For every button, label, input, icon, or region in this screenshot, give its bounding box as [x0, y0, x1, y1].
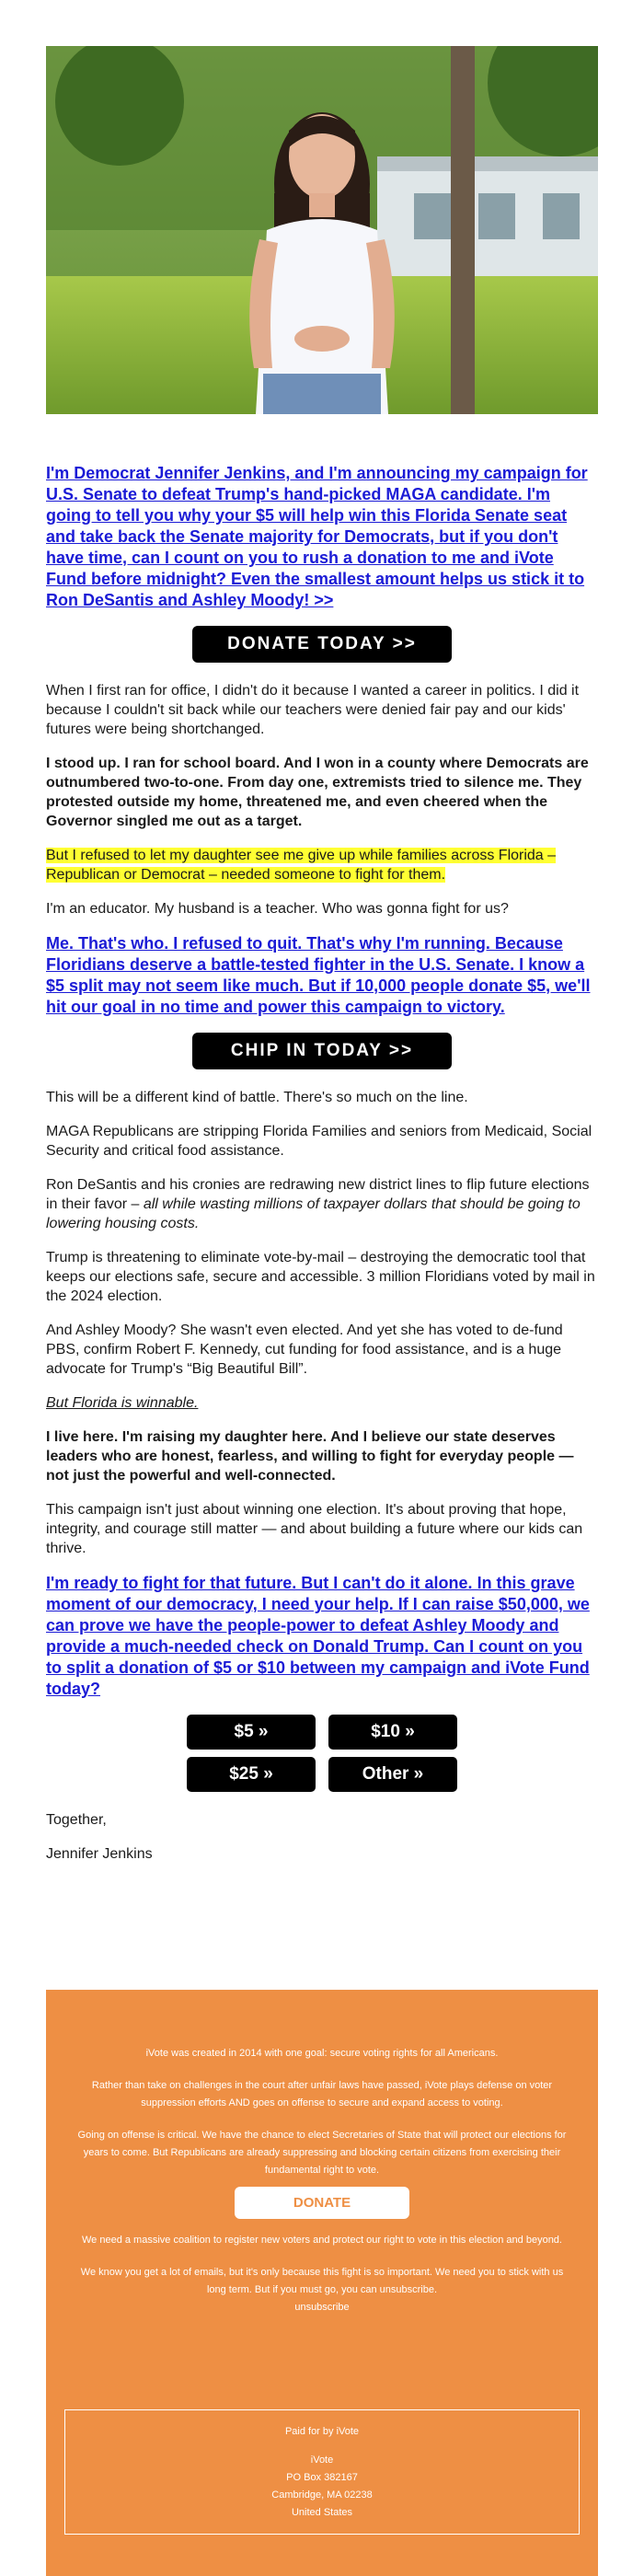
amount-5-button[interactable]: $5 » [187, 1715, 316, 1750]
donate-today-button[interactable]: DONATE TODAY >> [192, 626, 452, 663]
footer-about: iVote was created in 2014 with one goal: secure voting rights for all Americans. [145, 2048, 499, 2059]
chip-in-today-button[interactable]: CHIP IN TODAY >> [192, 1033, 452, 1069]
paragraph-8-text: Ron DeSantis and his cronies are redrawing new district lines to flip future elections in their favor – [46, 1177, 590, 1212]
amount-25-button[interactable]: $25 » [187, 1757, 316, 1792]
paid-for-text: Paid for by iVote [284, 2426, 360, 2437]
country: United States [291, 2507, 353, 2518]
hero-photo [46, 46, 598, 414]
highlighted-text: But I refused to let my daughter see me give up while families across Florida – Republican or Democrat – needed someone to fight for them. [46, 848, 557, 883]
paid-for-box [64, 2409, 580, 2535]
paragraph-1: When I first ran for office, I didn't do it because I wanted a career in politics. I did it because I couldn't sit back while our teachers were denied fair pay and our kids' futures were being shortchanged. [46, 683, 580, 737]
amount-10-button[interactable]: $10 » [328, 1715, 457, 1750]
unsubscribe-link[interactable]: unsubscribe [294, 2302, 350, 2313]
po-box: PO Box 382167 [286, 2472, 358, 2483]
fight-future-link[interactable]: I'm ready to fight for that future. But I can't do it alone. In this grave moment of our democracy, I need your help. If I can raise $50,000, we can prove we have the people-power to defeat Ashley Moody and provide a much-needed check on Donald Trump. Can I count on you to split a donation of $5 or $10 between my campaign and iVote Fund today? [46, 1574, 590, 1698]
city: Cambridge, MA 02238 [271, 2489, 373, 2501]
paragraph-8-italic: all while wasting millions of taxpayer dollars that should be going to lowering housing costs. [46, 1196, 581, 1231]
paragraph-8 [46, 1175, 598, 1233]
paragraph-12: I live here. I'm raising my daughter here. And I believe our state deserves leaders who are honest, fearless, and willing to fight for everyday people — not just the powerful and well-connected. [46, 1429, 574, 1484]
footer [46, 1990, 598, 2576]
lede-donate-link[interactable]: I'm Democrat Jennifer Jenkins, and I'm announcing my campaign for U.S. Senate to defeat Trump's hand-picked MAGA candidate. I'm going to tell you why your $5 will help win this Florida Senate seat and take back the Senate majority for Democrats, but if you don't have time, can I count on you to rush a donation to me and iVote Fund before midnight? Even the smallest amount helps us stick it to Ron DeSantis and Ashley Moody! >> [46, 464, 588, 609]
paragraph-6: This will be a different kind of battle. There's so much on the line. [46, 1090, 468, 1105]
paragraph-11 [46, 1393, 598, 1413]
paragraph-4: I'm an educator. My husband is a teacher. Who was gonna fight for us? [46, 901, 509, 917]
footer-mission: Rather than take on challenges in the court after unfair laws have passed, iVote plays defense on voter suppression efforts AND goes on offense to secure and expand access to voting. [91, 2080, 553, 2108]
footer-coalition: We need a massive coalition to register new voters and protect our right to vote in this election and beyond. [82, 2235, 562, 2246]
paragraph-13: This campaign isn't just about winning one election. It's about proving that hope, integrity, and courage still matter — and about building a future where our kids can thrive. [46, 1502, 583, 1556]
candidate-photo-image [46, 46, 598, 414]
paragraph-3 [46, 846, 598, 884]
donation-amounts [184, 1715, 460, 1792]
chip-in-row [46, 1033, 598, 1069]
paragraph-7: MAGA Republicans are stripping Florida Families and seniors from Medicaid, Social Security and critical food assistance. [46, 1124, 592, 1159]
split-donation-link[interactable]: Me. That's who. I refused to quit. That's why I'm running. Because Floridians deserve a battle-tested fighter in the U.S. Senate. I know a $5 split may not seem like much. But if 10,000 people donate $5, we'll hit our goal in no time and power this campaign to victory. [46, 934, 591, 1016]
footer-donate-button[interactable]: DONATE [235, 2187, 409, 2219]
amount-other-button[interactable]: Other » [328, 1757, 457, 1792]
footer-offense: Going on offense is critical. We have the chance to elect Secretaries of State that will protect our elections for years to come. But Republicans are already suppressing and blocking certain citizens from exercising their fundamental right to vote. [77, 2130, 567, 2176]
paragraph-10: And Ashley Moody? She wasn't even elected. And yet she has voted to de-fund PBS, confirm Robert F. Kennedy, cut funding for food assistance, and is a huge advocate for Trump's “Big Beautiful Bill”. [46, 1323, 563, 1377]
signoff-together: Together, [46, 1812, 107, 1828]
donate-today-row [46, 626, 598, 663]
paragraph-9: Trump is threatening to eliminate vote-by-mail – destroying the democratic tool that keeps our elections safe, secure and accessible. 3 million Floridians voted by mail in the 2024 election. [46, 1250, 595, 1304]
email-body [46, 463, 598, 1878]
paragraph-2: I stood up. I ran for school board. And I won in a county where Democrats are outnumbered two-to-one. From day one, extremists tried to silence me. They protested outside my home, threatened me, and even cheered when the Governor singled me out as a target. [46, 756, 589, 829]
org-name: iVote [310, 2455, 334, 2466]
footer-emails: We know you get a lot of emails, but it's only because this fight is so important. We need you to stick with us long term. But if you must go, you can unsubscribe. [80, 2267, 564, 2295]
signoff-name: Jennifer Jenkins [46, 1846, 153, 1862]
winnable-text: But Florida is winnable. [46, 1395, 199, 1411]
